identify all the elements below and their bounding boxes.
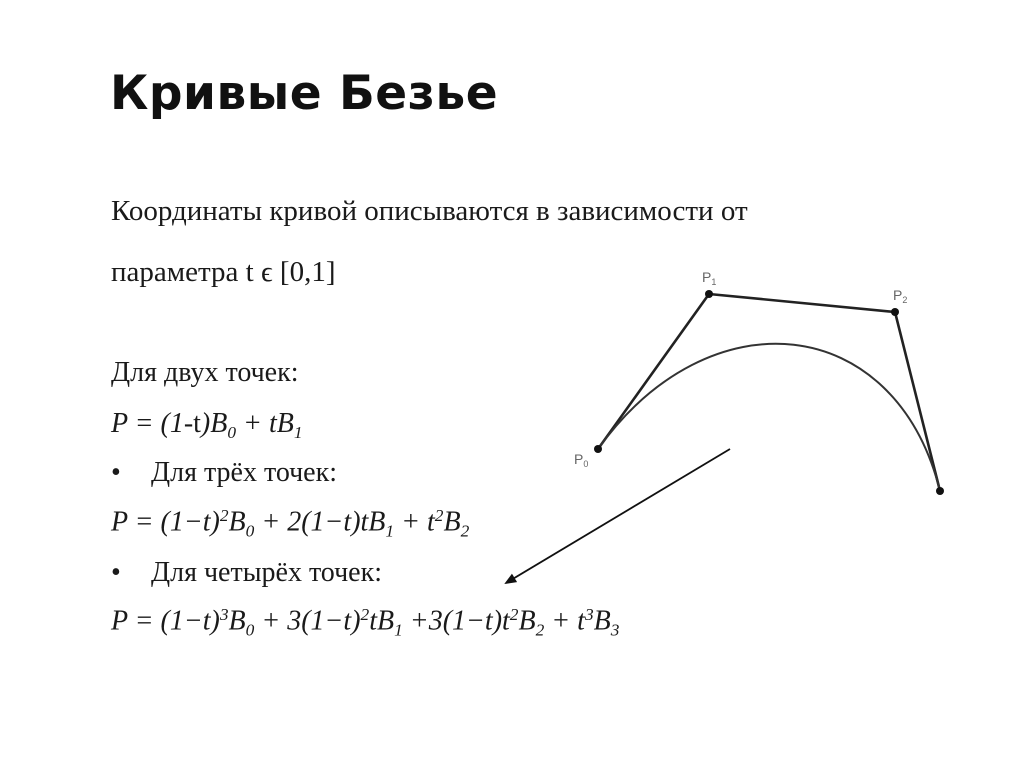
formula-part: + t — [544, 605, 585, 637]
formula-part: tB — [369, 605, 395, 637]
point-p2 — [891, 308, 899, 316]
formula-superscript: 2 — [360, 605, 370, 624]
pointer-arrow — [490, 440, 740, 590]
point-p3 — [936, 487, 944, 495]
four-points-item — [111, 557, 382, 589]
formula-part: B — [443, 506, 461, 538]
formula-subscript: 1 — [385, 521, 395, 541]
formula-part: P = (1- — [111, 408, 194, 439]
arrow-line — [506, 449, 730, 583]
slide-title: Кривые Безье — [110, 66, 499, 121]
formula-part: P = (1−t) — [111, 605, 220, 637]
intro-line-1: Координаты кривой описываются в зависимости от — [111, 195, 748, 227]
four-points-label: Для четырёх точек: — [151, 557, 382, 588]
formula-subscript: 0 — [227, 423, 237, 443]
intro-line-2: параметра t ϵ [0,1] — [111, 256, 336, 288]
four-points-formula — [111, 605, 619, 641]
two-points-label: Для двух точек: — [111, 357, 299, 388]
three-points-label: Для трёх точек: — [151, 457, 337, 488]
formula-subscript: 3 — [610, 620, 620, 640]
formula-part: t — [193, 408, 201, 439]
formula-part: B — [228, 605, 246, 637]
three-points-item — [111, 457, 337, 489]
bullet: • — [111, 557, 121, 588]
three-points-formula — [111, 506, 469, 542]
formula-part: + t — [394, 506, 435, 538]
point-p0-label: $P_0$ — [574, 451, 589, 469]
formula-part: + 2(1−t)tB — [254, 506, 386, 538]
formula-superscript: 2 — [509, 605, 519, 624]
formula-part: B — [593, 605, 611, 637]
formula-part: + tB — [236, 408, 294, 439]
point-p2-label: $P_2$ — [893, 287, 908, 305]
formula-part: B — [228, 506, 246, 538]
formula-subscript: 2 — [535, 620, 545, 640]
formula-part: )B — [200, 408, 228, 439]
formula-subscript: 1 — [394, 620, 403, 640]
formula-subscript: 2 — [460, 521, 470, 541]
two-points-formula — [111, 408, 303, 443]
formula-part: + 3(1−t) — [254, 605, 361, 637]
point-p1 — [705, 290, 713, 298]
bullet: • — [111, 457, 121, 488]
formula-subscript: 0 — [245, 521, 255, 541]
formula-part: P = (1−t) — [111, 506, 220, 538]
point-p1-label: $P_1$ — [702, 269, 717, 287]
formula-part: +3(1−t)t — [402, 605, 510, 637]
formula-superscript: 2 — [434, 506, 444, 525]
formula-superscript: 3 — [219, 605, 229, 624]
formula-part: B — [518, 605, 536, 637]
formula-subscript: 1 — [293, 423, 303, 443]
formula-subscript: 0 — [245, 620, 255, 640]
formula-superscript: 3 — [584, 605, 594, 624]
formula-superscript: 2 — [219, 506, 229, 525]
